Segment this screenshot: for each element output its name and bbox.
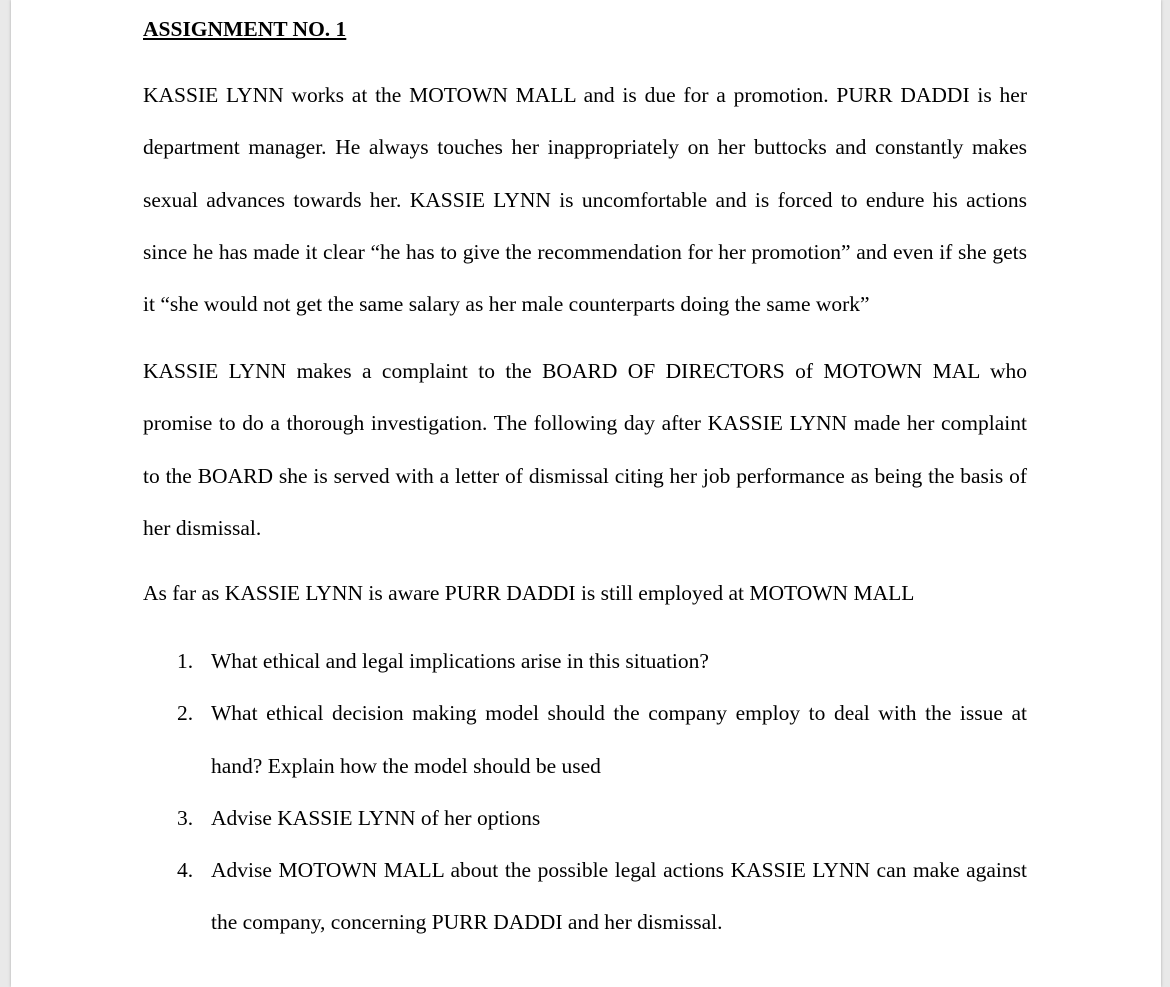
question-text: What ethical and legal implications arise in this situation? [211, 649, 709, 673]
question-text: What ethical decision making model should the company employ to deal with the issue at hand? Explain how the model should be used [211, 701, 1027, 778]
question-number: 2. [177, 701, 194, 726]
question-item-4 [143, 844, 1027, 949]
question-text: Advise KASSIE LYNN of her options [211, 805, 541, 830]
scenario-paragraph-1: KASSIE LYNN works at the MOTOWN MALL and is due for a promotion. PURR DADDI is her department manager. He always touches her inappropriately on her buttocks and constantly makes sexual advances towards her. KASSIE LYNN is uncomfortable and is forced to endure his actions since he has made it clear “he has to give the recommendation for her promotion” and even if she gets it “she would not get the same salary as her male counterparts doing the same work” [143, 83, 1027, 317]
question-list [143, 635, 1027, 949]
question-number: 3. [177, 805, 194, 830]
scenario-paragraph-2: KASSIE LYNN makes a complaint to the BOARD OF DIRECTORS of MOTOWN MAL who promise to do a thorough investigation. The following day after KASSIE LYNN made her complaint to the BOARD she is served with a letter of dismissal citing her job performance as being the basis of her dismissal. [143, 359, 1027, 540]
assignment-title: ASSIGNMENT NO. 1 [143, 17, 347, 41]
question-number: 1. [177, 649, 194, 673]
question-number: 4. [177, 858, 194, 883]
scenario-paragraph-3: As far as KASSIE LYNN is aware PURR DADDI is still employed at MOTOWN MALL [143, 581, 915, 605]
question-item-3 [143, 792, 1027, 844]
question-item-2 [143, 687, 1027, 792]
question-item-1 [143, 635, 1027, 687]
document-page [11, 0, 1161, 987]
question-text: Advise MOTOWN MALL about the possible legal actions KASSIE LYNN can make against the company, concerning PURR DADDI and her dismissal. [211, 858, 1027, 935]
